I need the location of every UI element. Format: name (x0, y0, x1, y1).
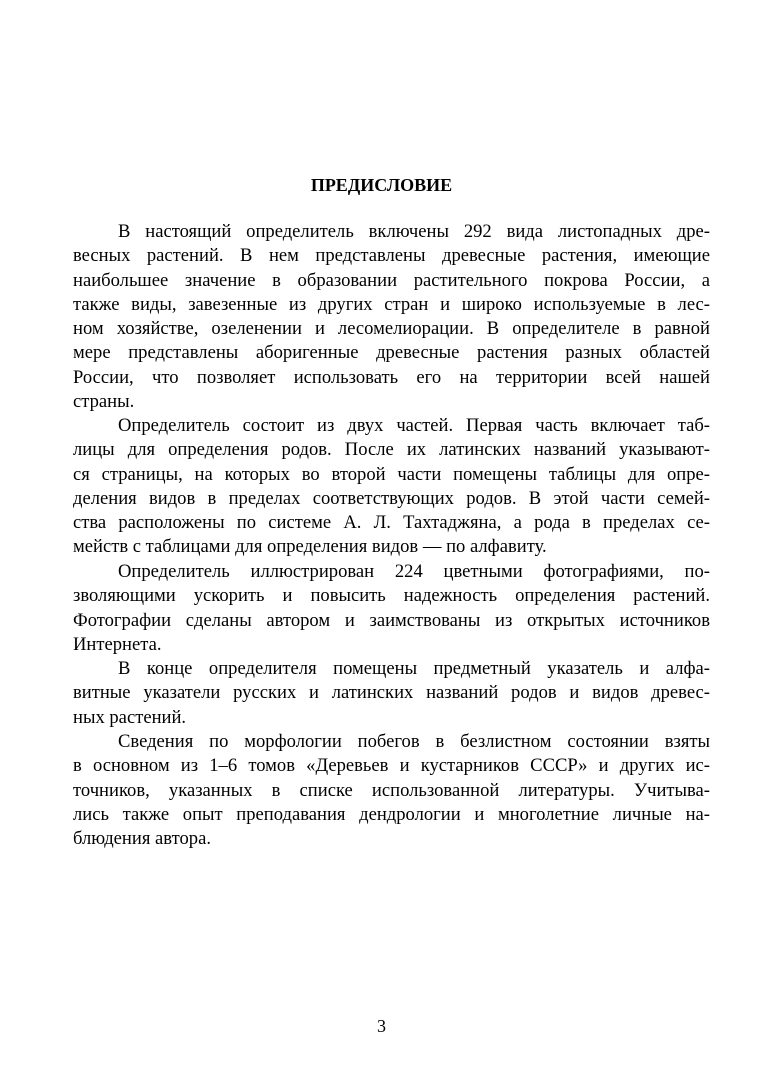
page-number: 3 (377, 1016, 386, 1036)
text-line: ся страницы, на которых во второй части помещены таблицы для опре- (73, 463, 710, 485)
text-line: России, что позволяет использовать его на территории всей нашей (73, 366, 710, 388)
paragraph-2 (73, 414, 710, 560)
text-line: лись также опыт преподавания дендрологии и многолетние личные на- (73, 803, 710, 825)
paragraph-4 (73, 657, 710, 730)
text-line: Определитель иллюстрирован 224 цветными фотографиями, по- (118, 561, 710, 582)
text-line: зволяющими ускорить и повысить надежность определения растений. (73, 585, 710, 607)
text-line: Определитель состоит из двух частей. Первая часть включает таб- (118, 415, 710, 436)
text-line: блюдения автора. (73, 828, 211, 850)
text-line: лицы для определения родов. После их латинских названий указывают- (73, 439, 710, 461)
text-line: деления видов в пределах соответствующих родов. В этой части семей- (73, 487, 710, 509)
text-line: мере представлены аборигенные древесные растения разных областей (73, 342, 710, 364)
text-line: ных растений. (73, 706, 187, 728)
text-line: мейств с таблицами для определения видов — по алфавиту. (73, 536, 547, 558)
text-line: В настоящий определитель включены 292 вида листопадных дре- (118, 221, 710, 242)
text-line: в основном из 1–6 томов «Деревьев и кустарников СССР» и других ис- (73, 755, 710, 777)
page-title: ПРЕДИСЛОВИЕ (310, 175, 453, 195)
text-line: ства расположены по системе А. Л. Тахтаджяна, а рода в пределах се- (73, 512, 710, 534)
text-line: Интернета. (73, 633, 162, 655)
paragraph-1 (73, 220, 710, 414)
text-line: точников, указанных в списке использованной литературы. Учитыва- (73, 779, 710, 801)
text-line: В конце определителя помещены предметный указатель и алфа- (118, 658, 710, 679)
text-line: Фотографии сделаны автором и заимствованы из открытых источников (73, 609, 710, 631)
text-line: страны. (73, 391, 135, 413)
text-line: витные указатели русских и латинских названий родов и видов древес- (73, 682, 710, 704)
text-line: Сведения по морфологии побегов в безлистном состоянии взяты (118, 731, 710, 752)
text-line: ном хозяйстве, озеленении и лесомелиорации. В определителе в равной (73, 318, 710, 340)
text-line: также виды, завезенные из других стран и широко используемые в лес- (73, 293, 710, 315)
paragraph-3 (73, 560, 710, 657)
paragraph-5 (73, 730, 710, 851)
text-line: наибольшее значение в образовании растительного покрова России, а (73, 269, 710, 291)
text-line: весных растений. В нем представлены древесные растения, имеющие (73, 245, 710, 267)
